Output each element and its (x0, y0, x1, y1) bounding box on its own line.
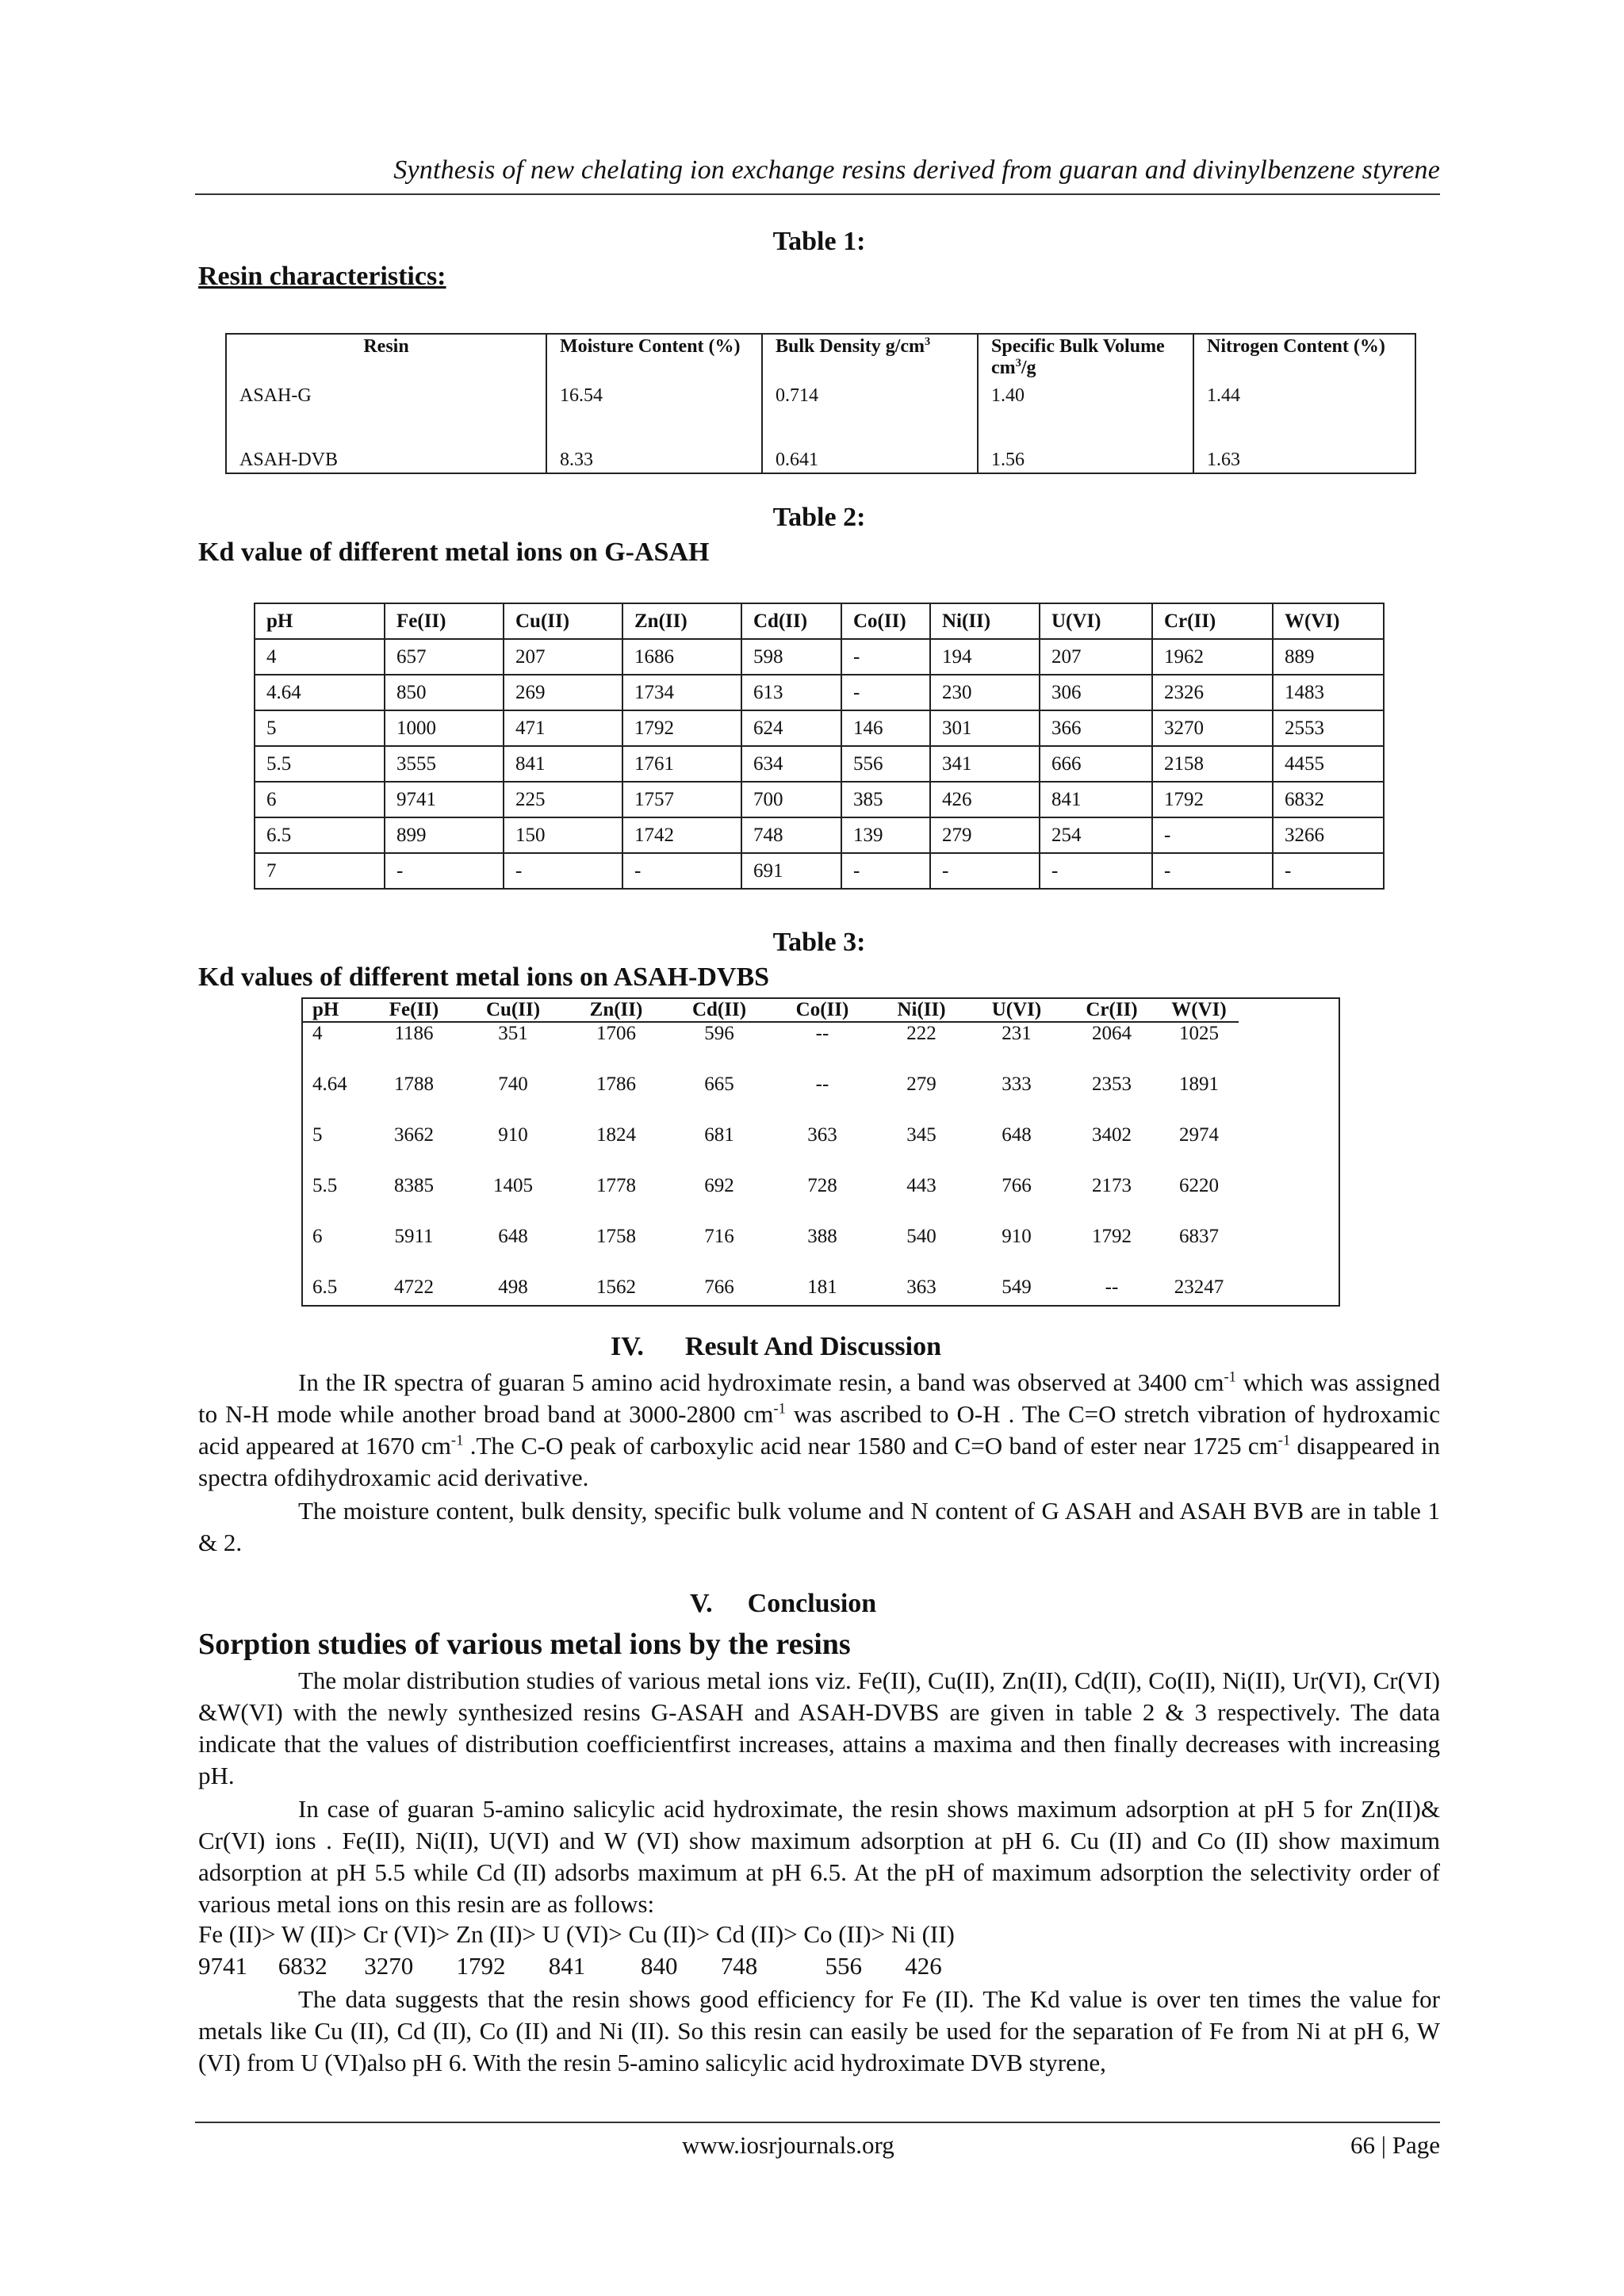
table-cell: 231 (1002, 1023, 1032, 1044)
table-cell: 549 (1002, 1276, 1032, 1298)
table-cell: 8385 (394, 1175, 434, 1196)
table-cell: 899 (385, 817, 504, 853)
table-cell: 1778 (596, 1175, 636, 1196)
table-cell: -- (1105, 1276, 1119, 1298)
table3-caption: Table 3: (772, 928, 866, 957)
table-cell: - (1273, 853, 1384, 889)
table3-column-header: Ni(II) (874, 999, 969, 1022)
table-cell: - (930, 853, 1040, 889)
table-cell: 1686 (622, 639, 741, 675)
table-cell: 6.5 (312, 1276, 338, 1298)
table1-col-bulk-density: Bulk Density $g/cm^3$ (762, 334, 978, 384)
table3-frame (301, 997, 1340, 1307)
table-cell: 254 (1040, 817, 1152, 853)
table-cell: 1786 (596, 1073, 636, 1095)
section4-paragraph-2: The moisture content, bulk density, specific bulk volume and N content of G ASAH and ASAH BVB are in table 1 & 2. (198, 1497, 1440, 1556)
table-cell: 139 (841, 817, 930, 853)
table-cell: - (1152, 853, 1273, 889)
table3-column-header: Co(II) (771, 999, 874, 1022)
table-cell: 766 (704, 1276, 734, 1298)
table2-caption: Table 2: (772, 503, 866, 532)
table-cell: 540 (906, 1226, 936, 1247)
table-cell: 1891 (1179, 1073, 1219, 1095)
table3-column-header: W(VI) (1159, 999, 1239, 1022)
table1-heading: Resin characteristics: (198, 262, 446, 291)
table2-column-header: Ni(II) (930, 603, 1040, 639)
table1-col-specific-volume: Specific Bulk Volume $cm^3/g$ (978, 334, 1193, 384)
table-cell: - (841, 639, 930, 675)
table3-column-header: Cr(II) (1064, 999, 1159, 1022)
running-header: Synthesis of new chelating ion exchange resins derived from guaran and divinylbenzene styrene (393, 155, 1440, 185)
section5-paragraph-2: In case of guaran 5-amino salicylic acid hydroximate, the resin shows maximum adsorption at pH 5 for Zn(II)& Cr(VI) ions . Fe(II), Ni(II), U(VI) and W (VI) show maximum adsorption at pH 6. Cu (II) and Co (II) show maximum adsorption at pH 5.5 while Cd (II) adsorbs maximum at pH 6.5. At the pH of maximum adsorption the selectivity order of various metal ions on this resin are as follows: (198, 1795, 1440, 1918)
table-cell: 1757 (622, 782, 741, 817)
table-cell: 1706 (596, 1023, 636, 1044)
table-cell: 6 (255, 782, 385, 817)
table-row (255, 853, 1384, 889)
table-cell: 388 (807, 1226, 837, 1247)
table-cell: 841 (504, 746, 622, 782)
table3-header-row (303, 999, 1239, 1022)
table-cell: 4.64 (255, 675, 385, 710)
table2-column-header: Cr(II) (1152, 603, 1273, 639)
table-cell: 345 (906, 1124, 936, 1146)
table-cell: 194 (930, 639, 1040, 675)
table-cell: 3662 (394, 1124, 434, 1146)
table-cell: - (1152, 817, 1273, 853)
table-cell: 681 (704, 1124, 734, 1146)
table-cell: 4.64 (312, 1073, 347, 1095)
table-cell: 700 (741, 782, 841, 817)
table-cell: 1824 (596, 1124, 636, 1146)
table2-column-header: Fe(II) (385, 603, 504, 639)
table-row (303, 1276, 1239, 1327)
table-cell: 850 (385, 675, 504, 710)
table-cell: 4 (312, 1023, 323, 1044)
table-cell: 1483 (1273, 675, 1384, 710)
selectivity-order: Fe (II)> W (II)> Cr (VI)> Zn (II)> U (VI)> Cu (II)> Cd (II)> Co (II)> Ni (II) (198, 1920, 955, 1948)
table-cell: 841 (1040, 782, 1152, 817)
table2-header-row (255, 603, 1384, 639)
table-cell: 230 (930, 675, 1040, 710)
table-cell: 23247 (1174, 1276, 1224, 1298)
table-row (303, 1226, 1239, 1276)
table-cell: 222 (906, 1023, 936, 1044)
table-row (255, 675, 1384, 710)
table1-col-resin: Resin (226, 334, 546, 384)
section5-heading: V. Conclusion (690, 1589, 877, 1618)
table-cell: 1792 (1152, 782, 1273, 817)
table-row (255, 746, 1384, 782)
table-cell: 279 (906, 1073, 936, 1095)
table1-header-row (226, 334, 1415, 384)
table-cell: 6220 (1179, 1175, 1219, 1196)
table-cell: 498 (498, 1276, 528, 1298)
table-cell: 665 (704, 1073, 734, 1095)
table-cell: 5911 (394, 1226, 434, 1247)
table-cell: 2173 (1092, 1175, 1132, 1196)
table-cell: 301 (930, 710, 1040, 746)
table-cell: 1734 (622, 675, 741, 710)
table-cell: 1792 (622, 710, 741, 746)
table-cell: 363 (906, 1276, 936, 1298)
table-cell: 3555 (385, 746, 504, 782)
table-cell: 596 (704, 1023, 734, 1044)
table-cell: 2326 (1152, 675, 1273, 710)
table-cell: 207 (1040, 639, 1152, 675)
table-row: ASAH-DVB 8.33 0.641 1.56 1.63 (226, 428, 1415, 473)
table-cell: 4455 (1273, 746, 1384, 782)
table-cell: 1742 (622, 817, 741, 853)
table-cell: - (385, 853, 504, 889)
table-cell: 728 (807, 1175, 837, 1196)
table2-heading: Kd value of different metal ions on G-ASAH (198, 538, 710, 567)
table3-column-header: pH (303, 999, 366, 1022)
table-cell: 2974 (1179, 1124, 1219, 1146)
table-cell: 6 (312, 1226, 323, 1247)
table-row (255, 710, 1384, 746)
table-cell: 1761 (622, 746, 741, 782)
table-cell: - (1040, 853, 1152, 889)
table-cell: 426 (930, 782, 1040, 817)
table-cell: 691 (741, 853, 841, 889)
table-cell: 716 (704, 1226, 734, 1247)
table-cell: 5 (312, 1124, 323, 1146)
table3 (303, 999, 1239, 1327)
table-cell: 1792 (1092, 1226, 1132, 1247)
table-cell: 1025 (1179, 1023, 1219, 1044)
table-row (255, 817, 1384, 853)
table-cell: 1758 (596, 1226, 636, 1247)
table-cell: - (504, 853, 622, 889)
table-cell: 7 (255, 853, 385, 889)
table3-column-header: Zn(II) (565, 999, 668, 1022)
table-row (255, 782, 1384, 817)
table-cell: 5.5 (312, 1175, 338, 1196)
header-divider (195, 193, 1440, 195)
table-cell: 1962 (1152, 639, 1273, 675)
table-cell: 6837 (1179, 1226, 1219, 1247)
table3-column-header: U(VI) (969, 999, 1064, 1022)
table-cell: 269 (504, 675, 622, 710)
table2-column-header: Cd(II) (741, 603, 841, 639)
section5-paragraph-1: The molar distribution studies of various metal ions viz. Fe(II), Cu(II), Zn(II), Cd(II), Co(II), Ni(II), Ur(VI), Cr(VI) &W(VI) with the newly synthesized resins G-ASAH and ASAH-DVBS are given in table 2 & 3 respectively. The data indicate that the values of distribution coefficientfirst increases, attains a maxima and then finally decreases with increasing pH. (198, 1667, 1440, 1789)
footer-website: www.iosrjournals.org (682, 2131, 894, 2159)
table-cell: 1186 (394, 1023, 434, 1044)
section4-heading: IV. Result And Discussion (611, 1332, 942, 1361)
table-cell: 1562 (596, 1276, 636, 1298)
section5-subheading: Sorption studies of various metal ions by the resins (198, 1628, 851, 1661)
table2-column-header: Co(II) (841, 603, 930, 639)
table-cell: 1405 (493, 1175, 533, 1196)
table-cell: 9741 (385, 782, 504, 817)
table3-column-header: Cd(II) (668, 999, 771, 1022)
table-cell: 366 (1040, 710, 1152, 746)
table-cell: 443 (906, 1175, 936, 1196)
table-cell: 910 (1002, 1226, 1032, 1247)
table2-column-header: pH (255, 603, 385, 639)
table-cell: 3270 (1152, 710, 1273, 746)
table-cell: 4 (255, 639, 385, 675)
table-cell: 225 (504, 782, 622, 817)
table-cell: - (841, 675, 930, 710)
table-cell: 150 (504, 817, 622, 853)
footer-divider (195, 2122, 1440, 2123)
table-cell: 613 (741, 675, 841, 710)
table3-heading: Kd values of different metal ions on ASAH-DVBS (198, 962, 770, 992)
table-row (303, 1022, 1239, 1073)
table-cell: 766 (1002, 1175, 1032, 1196)
table-cell: 385 (841, 782, 930, 817)
table-cell: 556 (841, 746, 930, 782)
table-cell: 889 (1273, 639, 1384, 675)
table1-col-moisture: Moisture Content (%) (546, 334, 762, 384)
table-cell: 341 (930, 746, 1040, 782)
table-cell: 666 (1040, 746, 1152, 782)
table-cell: 748 (741, 817, 841, 853)
table-cell: 181 (807, 1276, 837, 1298)
table-cell: 657 (385, 639, 504, 675)
table-cell: 2353 (1092, 1073, 1132, 1095)
table-cell: 146 (841, 710, 930, 746)
table-cell: 471 (504, 710, 622, 746)
table-cell: 3266 (1273, 817, 1384, 853)
table-row: ASAH-G 16.54 0.714 1.40 1.44 (226, 384, 1415, 428)
table3-column-header: Cu(II) (462, 999, 565, 1022)
table-cell: 1788 (394, 1073, 434, 1095)
section4-paragraph-1: In the IR spectra of guaran 5 amino acid hydroximate resin, a band was observed at 3400 $cm^{-1}$ which was assigned to N-H mode while another broad band at 3000-2800 $cm^{-1}$ was ascribed to O-H . The C=O stretch vibration of hydroxamic acid appeared at 1670 $cm^{-1}$ .The C-O peak of carboxylic acid near 1580 and C=O band of ester near 1725 $cm^{-1}$ disappeared in spectra ofdihydroxamic acid derivative. (198, 1368, 1441, 1491)
table-cell: 5 (255, 710, 385, 746)
table-cell: - (622, 853, 741, 889)
table2 (254, 603, 1385, 890)
table2-column-header: Cu(II) (504, 603, 622, 639)
table-cell: 648 (498, 1226, 528, 1247)
table-cell: -- (815, 1023, 829, 1044)
table-cell: 2158 (1152, 746, 1273, 782)
table-cell: 2064 (1092, 1023, 1132, 1044)
table-row (255, 639, 1384, 675)
table-cell: 740 (498, 1073, 528, 1095)
table2-column-header: U(VI) (1040, 603, 1152, 639)
table-cell: 5.5 (255, 746, 385, 782)
table-cell: 351 (498, 1023, 528, 1044)
table-cell: 279 (930, 817, 1040, 853)
table2-column-header: Zn(II) (622, 603, 741, 639)
section5-paragraph-3: The data suggests that the resin shows good efficiency for Fe (II). The Kd value is over ten times the value for metals like Cu (II), Cd (II), Co (II) and Ni (II). So this resin can easily be used for the separation of Fe from Ni at pH 6, W (VI) from U (VI)also pH 6. With the resin 5-amino salicylic acid hydroximate DVB styrene, (198, 1985, 1440, 2076)
table1-col-nitrogen: Nitrogen Content (%) (1193, 334, 1415, 384)
table-cell: 648 (1002, 1124, 1032, 1146)
table-cell: 910 (498, 1124, 528, 1146)
table-cell: -- (815, 1073, 829, 1095)
table-row (303, 1124, 1239, 1175)
table-cell: 1000 (385, 710, 504, 746)
table-cell: 333 (1002, 1073, 1032, 1095)
footer-page-number: 66 | Page (1350, 2131, 1440, 2159)
selectivity-order-values: 9741 6832 3270 1792 841 840 748 556 426 (198, 1952, 942, 1980)
table-cell: - (841, 853, 930, 889)
table-cell: 624 (741, 710, 841, 746)
table-cell: 207 (504, 639, 622, 675)
table-cell: 634 (741, 746, 841, 782)
table1 (225, 333, 1416, 474)
table-cell: 598 (741, 639, 841, 675)
table-cell: 363 (807, 1124, 837, 1146)
table1-caption: Table 1: (772, 227, 866, 256)
table3-column-header: Fe(II) (366, 999, 462, 1022)
table-cell: 3402 (1092, 1124, 1132, 1146)
table-cell: 4722 (394, 1276, 434, 1298)
table-row (303, 1073, 1239, 1124)
table2-column-header: W(VI) (1273, 603, 1384, 639)
table-cell: 6.5 (255, 817, 385, 853)
table-cell: 692 (704, 1175, 734, 1196)
table-cell: 6832 (1273, 782, 1384, 817)
table-cell: 306 (1040, 675, 1152, 710)
table-cell: 2553 (1273, 710, 1384, 746)
table-row (303, 1175, 1239, 1226)
